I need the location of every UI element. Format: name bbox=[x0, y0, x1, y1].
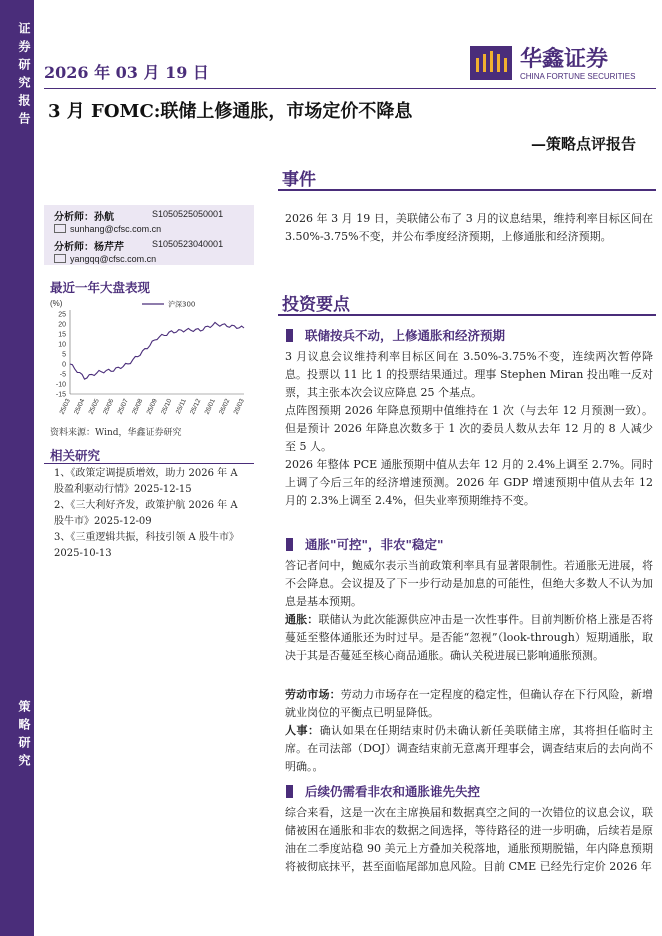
section-3-p1: 综合来看，这是一次在主席换届和数据真空之间的一次错位的议息会议，联储被困在通胀和非农的数据之间选择，等待路径的进一步明确，后续若是原油在二季度站稳 90 美元上方叠加关税落地，通胀预期脱锚，年内降息预期将被彻底抹平，甚至面临尾部加息风险。目前 CME 已经先行定价 2026 年 bbox=[285, 806, 653, 873]
section-bar-icon bbox=[286, 329, 293, 342]
analyst-2-name: 分析师：杨芹芹 bbox=[54, 242, 124, 253]
y-axis-label: (%) bbox=[50, 299, 63, 308]
logo-chinese-name: 华鑫证券 bbox=[520, 46, 609, 72]
y-tick-label: 0 bbox=[62, 361, 66, 369]
section-bar-icon bbox=[286, 538, 293, 551]
related-item-3[interactable]: 3、《三重逻辑共振，科技引领 A 股牛市》2025-10-13 bbox=[54, 532, 239, 559]
section-2-title: 通胀"可控"，非农"稳定" bbox=[286, 535, 444, 553]
y-tick-label: 10 bbox=[58, 341, 66, 349]
left-sidebar bbox=[0, 0, 34, 936]
analyst-1-name: 分析师：孙航 bbox=[54, 212, 114, 223]
report-title: 3 月 FOMC:联储上修通胀，市场定价不降息 bbox=[48, 101, 413, 122]
x-tick-label: 25/09 bbox=[145, 397, 159, 416]
market-heading: 最近一年大盘表现 bbox=[50, 280, 151, 295]
header-divider bbox=[44, 88, 656, 89]
x-tick-label: 25/12 bbox=[189, 397, 203, 416]
x-tick-label: 26/03 bbox=[232, 397, 246, 416]
y-tick-label: -10 bbox=[55, 381, 66, 389]
sidebar-bottom-label: 策略研究 bbox=[17, 700, 31, 772]
y-tick-label: 5 bbox=[62, 351, 66, 359]
points-heading: 投资要点 bbox=[282, 295, 350, 315]
series-line bbox=[70, 322, 244, 379]
email-icon bbox=[54, 224, 66, 233]
event-text: 2026 年 3 月 19 日，美联储公布了 3 月的议息结果，维持利率目标区间在 3.50%-3.75%不变，并公布季度经济预期，上修通胀和经济预期。 bbox=[285, 212, 653, 243]
points-divider bbox=[278, 314, 656, 316]
chart-source: 资料来源：Wind，华鑫证券研究 bbox=[50, 428, 182, 438]
x-tick-label: 25/11 bbox=[174, 397, 188, 416]
y-tick-label: 15 bbox=[58, 331, 66, 339]
section-3-title: 后续仍需看非农和通胀谁先失控 bbox=[286, 782, 480, 800]
section-1-p1: 3 月议息会议维持利率目标区间在 3.50%-3.75%不变，连续两次暂停降息。投票以 11 比 1 的投票结果通过。理事 Stephen Miran 投出唯一反对票，其主张本次会议应降息 25 个基点。 bbox=[285, 350, 653, 399]
sidebar-top-label: 证券研究报告 bbox=[17, 22, 31, 130]
y-tick-label: -15 bbox=[55, 391, 66, 399]
section-2-p3: 劳动市场：劳动力市场存在一定程度的稳定性，但确认存在下行风险，新增就业岗位的平衡点已明显降低。 bbox=[285, 688, 653, 719]
section-2-p2: 通胀：联储认为此次能源供应冲击是一次性事件。目前判断价格上涨是否将蔓延至整体通胀还为时过早。是否能“忽视”（look-through）短期通胀，取决于其是否蔓延至核心商品通胀。确认关税进展已影响通胀预测。 bbox=[285, 613, 653, 662]
section-1-title: 联储按兵不动，上修通胀和经济预期 bbox=[286, 326, 505, 344]
event-divider bbox=[278, 189, 656, 191]
email-icon bbox=[54, 254, 66, 263]
related-heading: 相关研究 bbox=[50, 448, 101, 463]
x-tick-label: 25/08 bbox=[131, 397, 145, 416]
report-subtitle: —策略点评报告 bbox=[530, 135, 636, 153]
x-tick-label: 25/06 bbox=[102, 397, 116, 416]
x-tick-label: 25/10 bbox=[160, 397, 174, 416]
analyst-1-cert: S1050525050001 bbox=[152, 209, 224, 219]
x-tick-label: 25/04 bbox=[73, 397, 87, 416]
logo-english-name: CHINA FORTUNE SECURITIES bbox=[520, 72, 636, 81]
section-2-p4: 人事：确认如果在任期结束时仍未确认新任美联储主席，其将担任临时主席。在司法部（DOJ）调查结束前无意离开理事会，调查结束后的去向尚不明确。。 bbox=[285, 724, 654, 773]
analyst-2-email[interactable]: yangqq@cfsc.com.cn bbox=[54, 254, 156, 264]
y-tick-label: 20 bbox=[58, 321, 66, 329]
x-tick-label: 25/07 bbox=[116, 397, 130, 416]
related-divider bbox=[44, 463, 254, 464]
company-logo bbox=[470, 42, 650, 86]
related-item-2[interactable]: 2、《三大利好齐发，政策护航 2026 年 A 股牛市》2025-12-09 bbox=[54, 500, 238, 527]
section-bar-icon bbox=[286, 785, 293, 798]
section-1-p2: 点阵图预期 2026 年降息预期中值维持在 1 次（与去年 12 月预测一致）。但是预计 2026 年降息次数多于 1 次的委员人数从去年 12 月的 8 人减少至 5 人。 bbox=[285, 404, 653, 453]
section-2-p1: 答记者问中，鲍威尔表示当前政策利率具有显著限制性。若通胀无进展，将不会降息。会议提及了下一步行动是加息的可能性，但绝大多数人不认为加息是基本预期。 bbox=[285, 559, 653, 608]
x-tick-label: 25/03 bbox=[58, 397, 72, 416]
x-tick-label: 25/05 bbox=[87, 397, 101, 416]
legend-label: 沪深300 bbox=[168, 300, 196, 309]
section-1-p3: 2026 年整体 PCE 通胀预期中值从去年 12 月的 2.4%上调至 2.7%。同时上调了今后三年的经济增速预测。2026 年 GDP 增速预期中值从去年 12 月的 2.3%上调至 2.4%，但失业率预期维持不变。 bbox=[285, 458, 653, 507]
logo-mark-icon bbox=[470, 46, 512, 80]
market-line-chart bbox=[44, 296, 254, 424]
y-tick-label: -5 bbox=[59, 371, 66, 379]
analyst-1-email[interactable]: sunhang@cfsc.com.cn bbox=[54, 224, 161, 234]
x-tick-label: 26/01 bbox=[203, 397, 217, 416]
x-tick-label: 26/02 bbox=[218, 397, 232, 416]
related-item-1[interactable]: 1、《政策定调提质增效，助力 2026 年 A 股盈利驱动行情》2025-12-15 bbox=[54, 468, 238, 495]
report-date: 2026 年 03 月 19 日 bbox=[44, 63, 209, 82]
analyst-2-cert: S1050523040001 bbox=[152, 239, 224, 249]
event-heading: 事件 bbox=[282, 170, 316, 190]
y-tick-label: 25 bbox=[58, 311, 66, 319]
